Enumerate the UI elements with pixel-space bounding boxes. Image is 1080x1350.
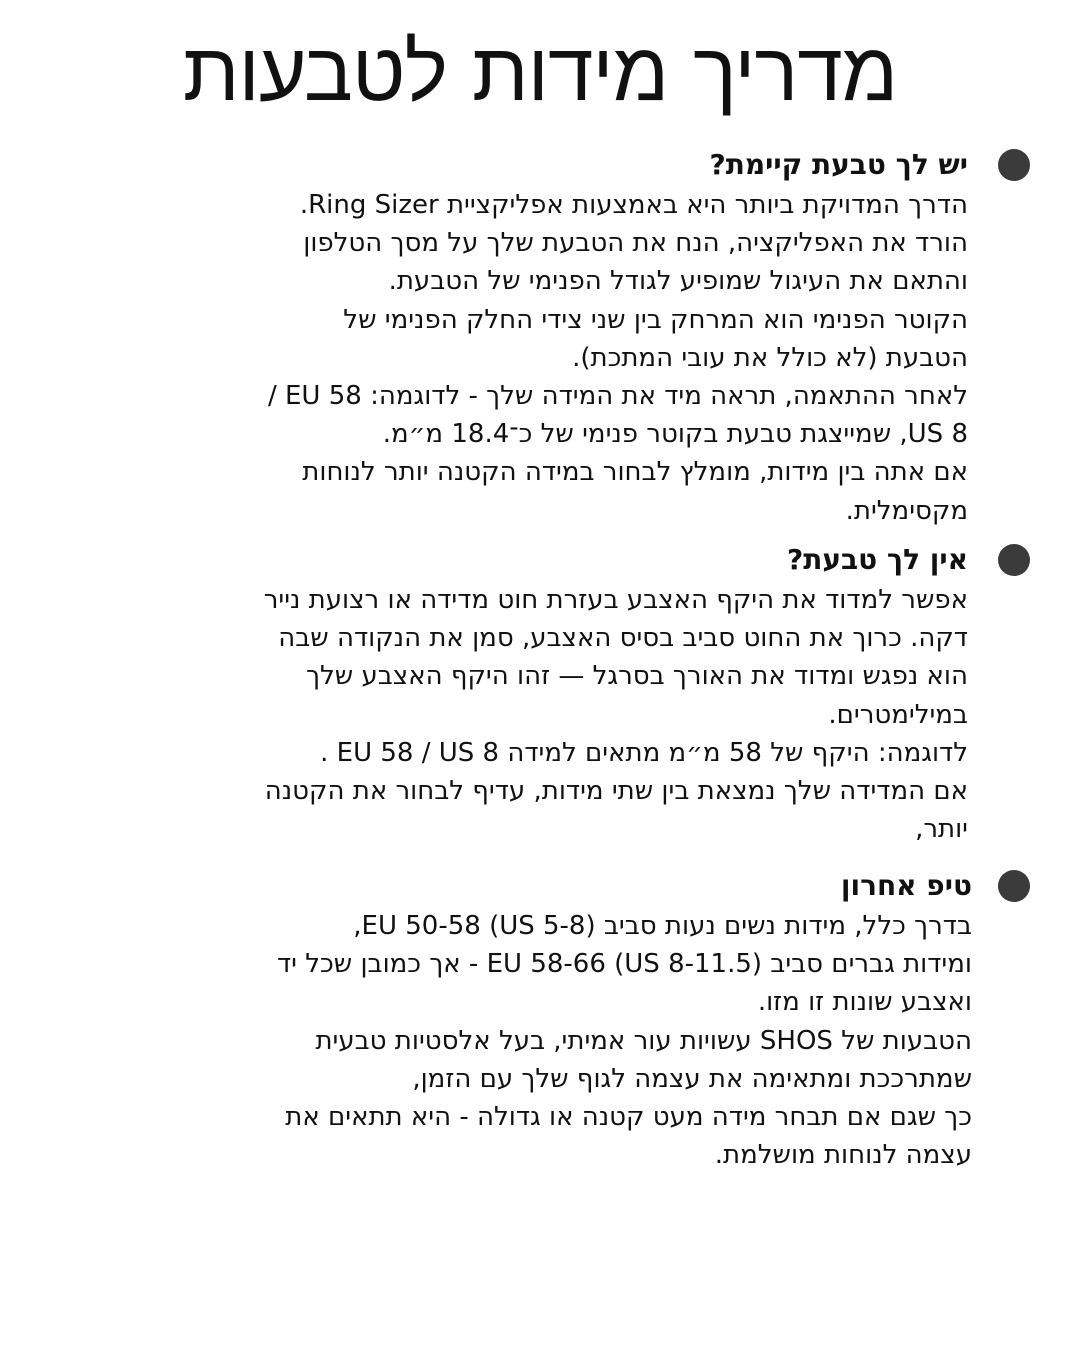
body-line: אם המדידה שלך נמצאת בין שתי מידות, עדיף לבחור את הקטנה bbox=[264, 776, 968, 807]
section-heading: טיפ אחרון bbox=[840, 869, 972, 902]
bullet-icon bbox=[998, 870, 1030, 902]
body-line: שמתרככת ומתאימה את עצמה לגוף שלך עם הזמן, bbox=[412, 1063, 972, 1094]
body-line: בדרך כלל, מידות נשים נעות סביב EU 50-58 (US 5-8), bbox=[353, 911, 972, 941]
body-line: דקה. כרוך את החוט סביב בסיס האצבע, סמן את הנקודה שבה bbox=[278, 623, 968, 654]
body-line: יותר, bbox=[915, 814, 968, 845]
section-body bbox=[268, 186, 968, 530]
bullet-icon bbox=[998, 149, 1030, 181]
body-line: אם אתה בין מידות, מומלץ לבחור במידה הקטנה יותר לנוחות bbox=[302, 457, 968, 488]
body-line: הוא נפגש ומדוד את האורך בסרגל — זהו היקף האצבע שלך bbox=[306, 661, 968, 692]
body-line: עצמה לנוחות מושלמת. bbox=[714, 1140, 972, 1171]
bullet-icon bbox=[998, 544, 1030, 576]
body-line: הורד את האפליקציה, הנח את הטבעת שלך על מסך הטלפון bbox=[303, 228, 968, 259]
body-line: לאחר ההתאמה, תראה מיד את המידה שלך - לדוגמה: EU 58 / bbox=[267, 381, 968, 412]
body-line: מקסימלית. bbox=[845, 495, 968, 526]
body-line: כך שגם אם תבחר מידה מעט קטנה או גדולה - היא תתאים את bbox=[285, 1102, 972, 1133]
body-line: הטבעת (לא כולל את עובי המתכת). bbox=[572, 342, 968, 373]
section-heading: אין לך טבעת? bbox=[787, 543, 968, 576]
body-line: הקוטר הפנימי הוא המרחק בין שני צידי החלק הפנימי של bbox=[343, 304, 968, 335]
body-line: ומידות גברים סביב EU 58-66 (US 8-11.5) - אך כמובן שכל יד bbox=[276, 949, 972, 980]
body-line: והתאם את העיגול שמופיע לגודל הפנימי של הטבעת. bbox=[388, 266, 968, 297]
page-title: מדריך מידות לטבעות bbox=[182, 25, 898, 120]
section-heading: יש לך טבעת קיימת? bbox=[709, 148, 968, 181]
body-line: הדרך המדויקת ביותר היא באמצעות אפליקציית Ring Sizer. bbox=[299, 190, 968, 220]
body-line: ואצבע שונות זו מזו. bbox=[757, 987, 972, 1018]
body-line: לדוגמה: היקף של 58 מ״מ מתאים למידה EU 58 / US 8 . bbox=[320, 737, 968, 768]
section-body bbox=[264, 581, 968, 848]
body-line: US 8, שמייצגת טבעת בקוטר פנימי של כ־18.4 מ״מ. bbox=[382, 419, 968, 450]
section-body bbox=[277, 907, 972, 1174]
body-line: אפשר למדוד את היקף האצבע בעזרת חוט מדידה או רצועת נייר bbox=[263, 585, 968, 615]
body-line: הטבעות של SHOS עשויות עור אמיתי, בעל אלסטיות טבעית bbox=[315, 1025, 972, 1056]
body-line: במילימטרים. bbox=[828, 699, 968, 730]
